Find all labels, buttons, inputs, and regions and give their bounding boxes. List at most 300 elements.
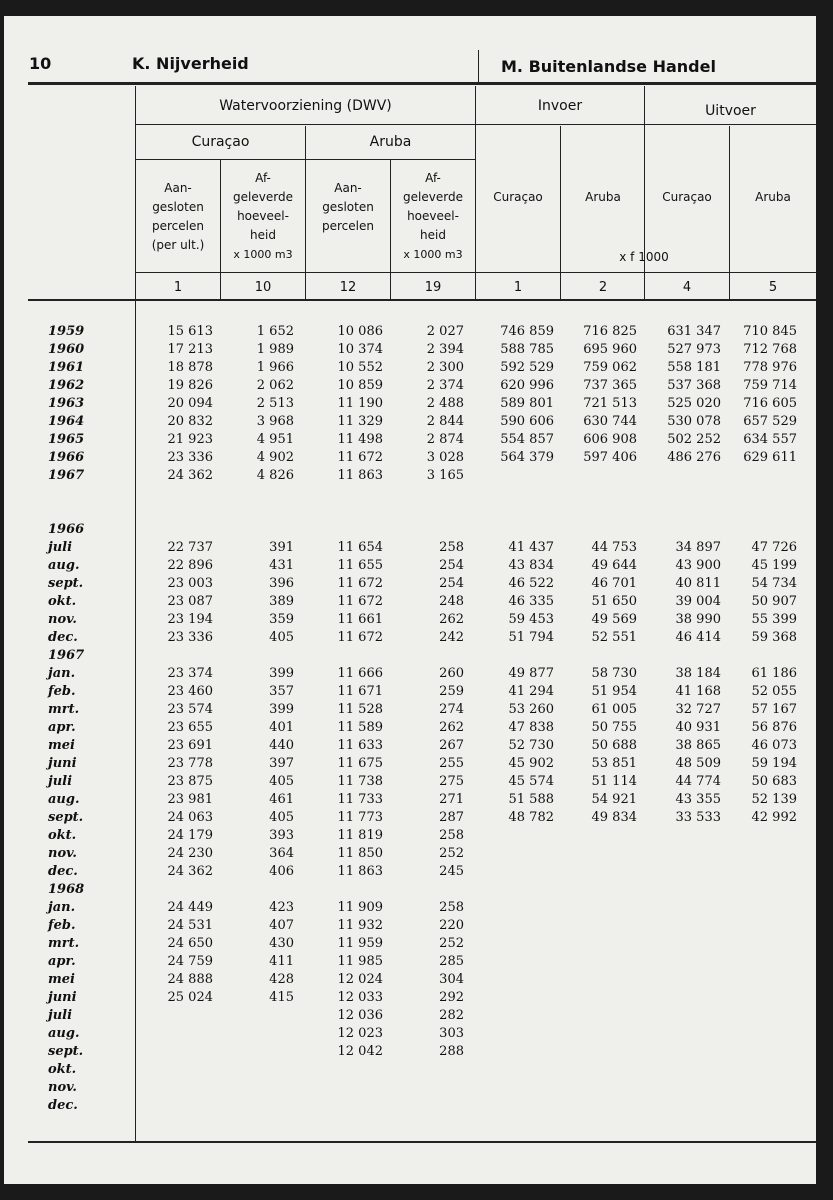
table-cell: 49 834	[591, 810, 637, 825]
table-cell: 11 190	[337, 396, 383, 411]
table-cell: 282	[439, 1008, 464, 1023]
table-cell: 537 368	[667, 378, 721, 393]
table-cell: 43 834	[508, 558, 554, 573]
table-cell: 51 114	[591, 774, 637, 789]
table-cell: 51 650	[591, 594, 637, 609]
table-cell: 2 062	[256, 378, 294, 393]
table-cell: 252	[439, 846, 464, 861]
table-cell: 52 139	[751, 792, 797, 807]
col-header-afgeleverde-1: Af- geleverde hoeveel- heid x 1000 m3	[233, 171, 293, 261]
row-label: 1965	[48, 432, 85, 447]
table-cell: 23 875	[167, 774, 213, 789]
table-cell: 220	[439, 918, 464, 933]
header-line-1	[136, 124, 816, 125]
table-cell: 486 276	[667, 450, 721, 465]
table-cell: 712 768	[743, 342, 797, 357]
col-header-afgeleverde-2: Af- geleverde hoeveel- heid x 1000 m3	[403, 171, 463, 261]
col-number: 4	[682, 280, 692, 295]
table-cell: 254	[439, 576, 464, 591]
table-cell: 21 923	[167, 432, 213, 447]
table-cell: 23 460	[167, 684, 213, 699]
page-number: 10	[29, 54, 52, 73]
table-cell: 258	[439, 540, 464, 555]
table-cell: 606 908	[583, 432, 637, 447]
table-cell: 716 605	[743, 396, 797, 411]
table-cell: 3 028	[426, 450, 464, 465]
table-cell: 564 379	[500, 450, 554, 465]
table-cell: 11 671	[337, 684, 383, 699]
table-cell: 588 785	[500, 342, 554, 357]
col-divider-4	[729, 126, 730, 300]
row-label: nov.	[48, 612, 77, 627]
table-cell: 274	[439, 702, 464, 717]
table-cell: 759 714	[743, 378, 797, 393]
row-label: okt.	[48, 594, 77, 609]
table-cell: 11 863	[337, 468, 383, 483]
row-label: feb.	[48, 684, 76, 699]
table-cell: 11 819	[337, 828, 383, 843]
table-cell: 24 531	[167, 918, 213, 933]
table-cell: 43 900	[675, 558, 721, 573]
table-cell: 11 329	[337, 414, 383, 429]
table-cell: 746 859	[500, 324, 554, 339]
table-cell: 47 726	[751, 540, 797, 555]
section-right-title: M. Buitenlandse Handel	[501, 57, 716, 76]
table-cell: 245	[439, 864, 464, 879]
table-cell: 46 701	[591, 576, 637, 591]
table-cell: 2 488	[426, 396, 464, 411]
table-cell: 42 992	[751, 810, 797, 825]
row-label: 1967	[48, 468, 85, 483]
table-cell: 428	[269, 972, 294, 987]
table-cell: 634 557	[743, 432, 797, 447]
table-cell: 49 877	[508, 666, 554, 681]
table-cell: 47 838	[508, 720, 554, 735]
table-cell: 258	[439, 828, 464, 843]
table-cell: 2 844	[426, 414, 464, 429]
table-cell: 50 755	[591, 720, 637, 735]
table-cell: 11 850	[337, 846, 383, 861]
row-label: apr.	[48, 720, 76, 735]
table-cell: 461	[269, 792, 294, 807]
table-cell: 259	[439, 684, 464, 699]
table-cell: 759 062	[583, 360, 637, 375]
table-cell: 11 675	[337, 756, 383, 771]
table-cell: 24 449	[167, 900, 213, 915]
col-number: 1	[513, 280, 523, 295]
table-cell: 630 744	[583, 414, 637, 429]
table-cell: 262	[439, 720, 464, 735]
table-cell: 3 968	[256, 414, 294, 429]
table-cell: 46 522	[508, 576, 554, 591]
table-cell: 359	[269, 612, 294, 627]
table-cell: 11 672	[337, 594, 383, 609]
table-cell: 44 774	[675, 774, 721, 789]
table-cell: 2 027	[426, 324, 464, 339]
row-label: aug.	[48, 558, 80, 573]
col-number: 1	[173, 280, 183, 295]
table-cell: 12 023	[337, 1026, 383, 1041]
table-cell: 57 167	[751, 702, 797, 717]
table-cell: 287	[439, 810, 464, 825]
table-cell: 2 374	[426, 378, 464, 393]
table-cell: 46 073	[751, 738, 797, 753]
table-cell: 12 033	[337, 990, 383, 1005]
table-cell: 262	[439, 612, 464, 627]
table-cell: 53 260	[508, 702, 554, 717]
table-cell: 631 347	[667, 324, 721, 339]
header-bottom-rule	[28, 299, 816, 301]
table-cell: 23 087	[167, 594, 213, 609]
table-cell: 11 661	[337, 612, 383, 627]
table-cell: 357	[269, 684, 294, 699]
header-line-3	[136, 272, 816, 273]
table-cell: 11 909	[337, 900, 383, 915]
table-cell: 55 399	[751, 612, 797, 627]
row-label: juni	[48, 756, 77, 771]
table-cell: 405	[269, 630, 294, 645]
col-header-aangesloten-1: Aan- gesloten percelen (per ult.)	[151, 181, 205, 252]
table-cell: 24 230	[167, 846, 213, 861]
table-cell: 11 733	[337, 792, 383, 807]
table-cell: 24 063	[167, 810, 213, 825]
table-cell: 22 896	[167, 558, 213, 573]
table-cell: 292	[439, 990, 464, 1005]
table-cell: 24 179	[167, 828, 213, 843]
table-cell: 285	[439, 954, 464, 969]
table-cell: 23 981	[167, 792, 213, 807]
table-cell: 502 252	[667, 432, 721, 447]
table-cell: 38 184	[675, 666, 721, 681]
table-cell: 710 845	[743, 324, 797, 339]
table-cell: 38 990	[675, 612, 721, 627]
table-cell: 11 589	[337, 720, 383, 735]
table-cell: 10 859	[337, 378, 383, 393]
table-cell: 399	[269, 666, 294, 681]
table-cell: 50 683	[751, 774, 797, 789]
table-cell: 2 513	[256, 396, 294, 411]
row-label: nov.	[48, 846, 77, 861]
row-label: okt.	[48, 828, 77, 843]
row-label: jan.	[48, 900, 76, 915]
col-header-invoer-aruba: Aruba	[585, 190, 621, 204]
table-cell: 39 004	[675, 594, 721, 609]
table-cell: 11 654	[337, 540, 383, 555]
table-cell: 41 437	[508, 540, 554, 555]
table-cell: 12 024	[337, 972, 383, 987]
table-cell: 23 655	[167, 720, 213, 735]
table-cell: 4 902	[256, 450, 294, 465]
table-cell: 558 181	[667, 360, 721, 375]
table-cell: 411	[269, 954, 294, 969]
table-cell: 45 199	[751, 558, 797, 573]
row-label: mei	[48, 972, 75, 987]
col-header-uitvoer-aruba: Aruba	[755, 190, 791, 204]
table-cell: 59 368	[751, 630, 797, 645]
table-cell: 527 973	[667, 342, 721, 357]
subgroup-aruba: Aruba	[369, 134, 412, 150]
row-label: sept.	[48, 1044, 84, 1059]
col-header-aangesloten-2: Aan- gesloten percelen	[322, 181, 374, 233]
header-line-2	[136, 159, 476, 160]
table-cell: 40 931	[675, 720, 721, 735]
table-cell: 11 932	[337, 918, 383, 933]
table-cell: 406	[269, 864, 294, 879]
table-cell: 23 691	[167, 738, 213, 753]
section-left-title: K. Nijverheid	[132, 54, 249, 73]
col-number: 5	[768, 280, 778, 295]
table-cell: 592 529	[500, 360, 554, 375]
table-cell: 24 759	[167, 954, 213, 969]
table-cell: 1 652	[256, 324, 294, 339]
table-cell: 11 738	[337, 774, 383, 789]
col-number: 19	[424, 280, 442, 295]
row-label: 1960	[48, 342, 85, 357]
group-header-water: Watervoorziening (DWV)	[219, 98, 392, 114]
row-label: dec.	[48, 864, 78, 879]
row-label: 1966	[48, 450, 85, 465]
row-label: okt.	[48, 1062, 77, 1077]
table-cell: 11 863	[337, 864, 383, 879]
group-header-invoer: Invoer	[537, 98, 583, 114]
row-label: nov.	[48, 1080, 77, 1095]
row-label: juli	[48, 540, 73, 555]
row-label: 1968	[48, 882, 85, 897]
table-cell: 260	[439, 666, 464, 681]
table-cell: 51 588	[508, 792, 554, 807]
table-cell: 255	[439, 756, 464, 771]
table-cell: 18 878	[167, 360, 213, 375]
table-cell: 248	[439, 594, 464, 609]
table-cell: 50 907	[751, 594, 797, 609]
table-cell: 49 644	[591, 558, 637, 573]
table-cell: 10 552	[337, 360, 383, 375]
table-cell: 737 365	[583, 378, 637, 393]
table-cell: 12 036	[337, 1008, 383, 1023]
col-number: 10	[254, 280, 272, 295]
table-cell: 11 666	[337, 666, 383, 681]
row-label: aug.	[48, 1026, 80, 1041]
table-cell: 597 406	[583, 450, 637, 465]
table-cell: 405	[269, 774, 294, 789]
row-label: sept.	[48, 810, 84, 825]
table-cell: 59 453	[508, 612, 554, 627]
table-cell: 61 005	[591, 702, 637, 717]
row-label: 1959	[48, 324, 85, 339]
col-number: 12	[339, 280, 357, 295]
row-label: jan.	[48, 666, 76, 681]
table-cell: 397	[269, 756, 294, 771]
table-cell: 10 374	[337, 342, 383, 357]
table-cell: 24 362	[167, 468, 213, 483]
table-cell: 11 985	[337, 954, 383, 969]
table-cell: 23 336	[167, 630, 213, 645]
table-cell: 11 959	[337, 936, 383, 951]
table-cell: 2 874	[426, 432, 464, 447]
row-label: feb.	[48, 918, 76, 933]
table-cell: 40 811	[675, 576, 721, 591]
table-cell: 45 574	[508, 774, 554, 789]
table-cell: 4 826	[256, 468, 294, 483]
table-cell: 393	[269, 828, 294, 843]
table-cell: 52 055	[751, 684, 797, 699]
col-header-invoer-curacao: Curaçao	[493, 190, 543, 204]
table-cell: 554 857	[500, 432, 554, 447]
table-cell: 23 336	[167, 450, 213, 465]
table-cell: 51 954	[591, 684, 637, 699]
row-label: dec.	[48, 1098, 78, 1113]
table-cell: 52 730	[508, 738, 554, 753]
table-cell: 389	[269, 594, 294, 609]
table-cell: 38 865	[675, 738, 721, 753]
table-cell: 56 876	[751, 720, 797, 735]
table-cell: 23 194	[167, 612, 213, 627]
table-cell: 10 086	[337, 324, 383, 339]
table-cell: 11 655	[337, 558, 383, 573]
table-cell: 17 213	[167, 342, 213, 357]
table-cell: 46 335	[508, 594, 554, 609]
table-cell: 48 509	[675, 756, 721, 771]
table-cell: 589 801	[500, 396, 554, 411]
row-label: dec.	[48, 630, 78, 645]
table-cell: 1 966	[256, 360, 294, 375]
table-cell: 19 826	[167, 378, 213, 393]
table-cell: 304	[439, 972, 464, 987]
table-cell: 15 613	[167, 324, 213, 339]
table-cell: 525 020	[667, 396, 721, 411]
table-cell: 430	[269, 936, 294, 951]
table-cell: 11 528	[337, 702, 383, 717]
table-cell: 303	[439, 1026, 464, 1041]
table-cell: 3 165	[426, 468, 464, 483]
table-cell: 267	[439, 738, 464, 753]
table-cell: 401	[269, 720, 294, 735]
row-label: aug.	[48, 792, 80, 807]
table-cell: 721 513	[583, 396, 637, 411]
table-cell: 41 168	[675, 684, 721, 699]
table-cell: 657 529	[743, 414, 797, 429]
table-cell: 24 650	[167, 936, 213, 951]
table-cell: 530 078	[667, 414, 721, 429]
table-cell: 25 024	[167, 990, 213, 1005]
table-cell: 24 362	[167, 864, 213, 879]
table-cell: 396	[269, 576, 294, 591]
row-label: mei	[48, 738, 75, 753]
table-cell: 431	[269, 558, 294, 573]
col-number: 2	[598, 280, 608, 295]
table-cell: 415	[269, 990, 294, 1005]
table-cell: 620 996	[500, 378, 554, 393]
row-label: mrt.	[48, 702, 80, 717]
table-cell: 61 186	[751, 666, 797, 681]
table-cell: 48 782	[508, 810, 554, 825]
table-cell: 24 888	[167, 972, 213, 987]
table-cell: 1 989	[256, 342, 294, 357]
row-label: juni	[48, 990, 77, 1005]
table-cell: 405	[269, 810, 294, 825]
table-cell: 54 921	[591, 792, 637, 807]
table-cell: 41 294	[508, 684, 554, 699]
table-cell: 45 902	[508, 756, 554, 771]
table-cell: 4 951	[256, 432, 294, 447]
table-cell: 44 753	[591, 540, 637, 555]
row-label: sept.	[48, 576, 84, 591]
row-label: 1966	[48, 522, 85, 537]
table-cell: 695 960	[583, 342, 637, 357]
table-cell: 59 194	[751, 756, 797, 771]
row-label: mrt.	[48, 936, 80, 951]
table-cell: 252	[439, 936, 464, 951]
table-cell: 11 773	[337, 810, 383, 825]
table-bottom-rule	[28, 1141, 816, 1143]
table-cell: 20 094	[167, 396, 213, 411]
row-label: juli	[48, 774, 73, 789]
table-cell: 49 569	[591, 612, 637, 627]
table-cell: 52 551	[591, 630, 637, 645]
group-header-uitvoer: Uitvoer	[705, 103, 756, 119]
col-header-uitvoer-curacao: Curaçao	[662, 190, 712, 204]
table-cell: 11 498	[337, 432, 383, 447]
table-cell: 33 533	[675, 810, 721, 825]
trade-unit-label: x f 1000	[619, 250, 669, 264]
table-cell: 54 734	[751, 576, 797, 591]
table-cell: 629 611	[743, 450, 797, 465]
table-cell: 271	[439, 792, 464, 807]
table-cell: 364	[269, 846, 294, 861]
table-cell: 399	[269, 702, 294, 717]
row-label: 1961	[48, 360, 85, 375]
table-cell: 12 042	[337, 1044, 383, 1059]
table-cell: 275	[439, 774, 464, 789]
table-cell: 242	[439, 630, 464, 645]
header-rule	[28, 82, 816, 85]
table-cell: 43 355	[675, 792, 721, 807]
table-cell: 288	[439, 1044, 464, 1059]
table-cell: 423	[269, 900, 294, 915]
table-cell: 2 300	[426, 360, 464, 375]
table-cell: 46 414	[675, 630, 721, 645]
table-cell: 258	[439, 900, 464, 915]
table-cell: 778 976	[743, 360, 797, 375]
subgroup-curacao: Curaçao	[191, 134, 250, 150]
table-cell: 51 794	[508, 630, 554, 645]
table-cell: 23 778	[167, 756, 213, 771]
row-label: 1962	[48, 378, 85, 393]
table-cell: 50 688	[591, 738, 637, 753]
col-divider-3	[560, 126, 561, 300]
table-cell: 254	[439, 558, 464, 573]
table-cell: 20 832	[167, 414, 213, 429]
table-cell: 590 606	[500, 414, 554, 429]
page	[4, 16, 816, 1184]
header-divider	[478, 50, 479, 84]
table-cell: 391	[269, 540, 294, 555]
row-label: 1967	[48, 648, 85, 663]
table-cell: 23 574	[167, 702, 213, 717]
table-cell: 11 672	[337, 630, 383, 645]
table-cell: 32 727	[675, 702, 721, 717]
table-cell: 11 672	[337, 576, 383, 591]
table-cell: 440	[269, 738, 294, 753]
table-cell: 11 633	[337, 738, 383, 753]
table-cell: 11 672	[337, 450, 383, 465]
table-cell: 23 374	[167, 666, 213, 681]
table-cell: 23 003	[167, 576, 213, 591]
table-cell: 407	[269, 918, 294, 933]
table-cell: 22 737	[167, 540, 213, 555]
row-label: apr.	[48, 954, 76, 969]
table-cell: 34 897	[675, 540, 721, 555]
